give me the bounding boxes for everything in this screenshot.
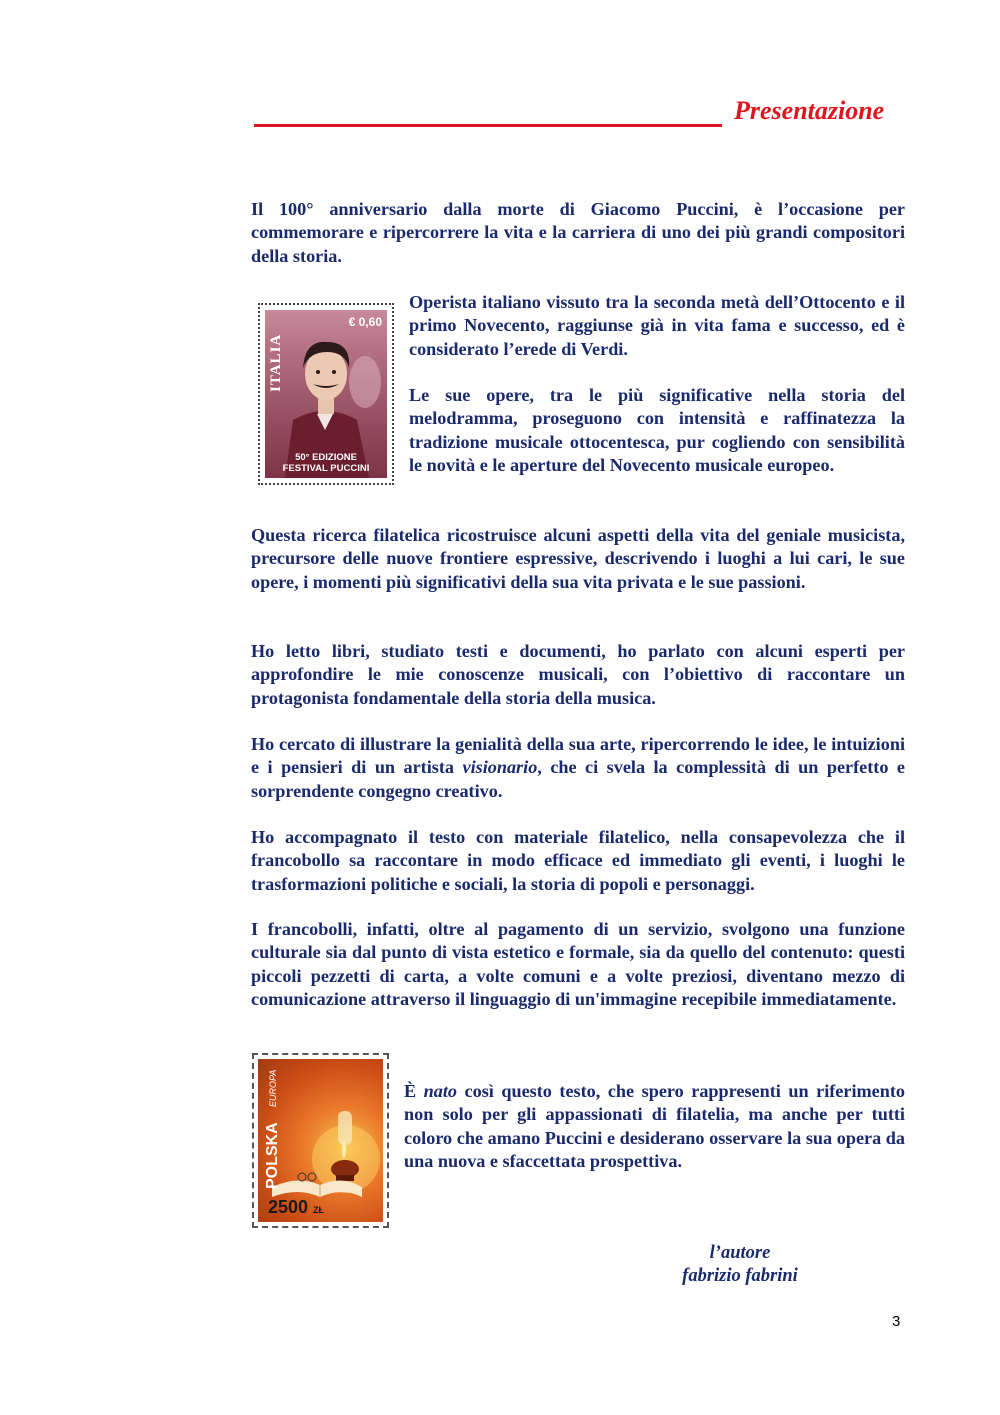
genius-paragraph xyxy=(251,733,905,803)
closing-paragraph xyxy=(404,1080,905,1173)
puccini-stamp-image xyxy=(265,310,387,478)
closing-rest: così questo testo, che spero rappresenti un riferimento non solo per gli appassionati di filatelia, ma anche per tutti coloro che amano Puccini e desiderano osservare la sua opera da una nuova e sfaccettata prospettiva. xyxy=(404,1081,905,1171)
page-number: 3 xyxy=(892,1313,901,1330)
stamp-europa: EUROPA xyxy=(268,1069,278,1107)
stamp-country: ITALIA xyxy=(268,333,284,392)
closing-lead: È xyxy=(404,1081,424,1101)
opera-paragraph-1: Operista italiano vissuto tra la seconda metà dell’Ottocento e il primo Novecento, raggiunse già in vita fama e successo, ed è considerato l’erede di Verdi. xyxy=(409,292,905,359)
study-paragraph: Ho letto libri, studiato testi e documenti, ho parlato con alcuni esperti per approfondire le mie conoscenze musicali, con l’obiettivo di raccontare un protagonista fondamentale della storia della musica. xyxy=(251,641,905,708)
signature-label: l’autore xyxy=(709,1243,771,1263)
closing-emphasis: nato xyxy=(423,1081,458,1101)
stamp-value: € 0,60 xyxy=(348,315,382,329)
signature-name: fabrizio fabrini xyxy=(682,1266,798,1286)
genius-text-after: , che ci svela la complessità di un perfetto e sorprendente congegno creativo. xyxy=(251,757,905,801)
stamp-caption-line2: FESTIVAL PUCCINI xyxy=(282,463,370,474)
stamp-value-polska xyxy=(268,1197,324,1218)
header-rule xyxy=(254,124,722,127)
puccini-stamp xyxy=(258,303,394,485)
stamp-caption-line1: 50° EDIZIONE xyxy=(295,452,357,463)
opera-paragraph-2: Le sue opere, tra le più significative nella storia del melodramma, proseguono con intensità e raffinatezza la tradizione musicale ottocentesca, pur cogliendo con sensibilità le novità e le aperture del Novecento musicale europeo. xyxy=(409,385,905,475)
page-title: Presentazione xyxy=(734,96,885,125)
research-paragraph: Questa ricerca filatelica ricostruisce alcuni aspetti della vita del geniale musicista, precursore delle nuove frontiere espressive, descrivendo i luoghi a lui cari, le sue opere, i momenti più significativi della sua vita privata e le sue passioni. xyxy=(251,525,905,592)
stamp-value-number: 2500 xyxy=(268,1197,309,1217)
stamp-country-polska: POLSKA xyxy=(264,1122,281,1189)
stamps-paragraph: I francobolli, infatti, oltre al pagamento di un servizio, svolgono una funzione culturale sia dal punto di vista estetico e formale, sia da quello del contenuto: questi piccoli pezzetti di carta, a volte comuni e a volte preziosi, diventano mezzo di comunicazione attraverso il linguaggio di un'immagine recepibile immediatamente. xyxy=(251,919,905,1009)
polska-stamp xyxy=(252,1053,389,1228)
stamp-value-unit: ZŁ xyxy=(313,1205,325,1215)
genius-text-before: Ho cercato di illustrare la genialità della sua arte, ripercorrendo le idee, le intuizioni e i pensieri di un artista xyxy=(251,734,905,778)
polska-stamp-image xyxy=(258,1059,383,1222)
philately-paragraph: Ho accompagnato il testo con materiale filatelico, nella consapevolezza che il francobollo sa raccontare in modo efficace ed immediato gli eventi, i luoghi le trasformazioni politiche e sociali, la storia di popoli e personaggi. xyxy=(251,827,905,894)
stamp-caption xyxy=(265,452,387,474)
intro-paragraph: Il 100° anniversario dalla morte di Giacomo Puccini, è l’occasione per commemorare e ripercorrere la vita e la carriera di uno dei più grandi compositori della storia. xyxy=(251,199,905,266)
genius-emphasis: visionario xyxy=(462,757,538,778)
